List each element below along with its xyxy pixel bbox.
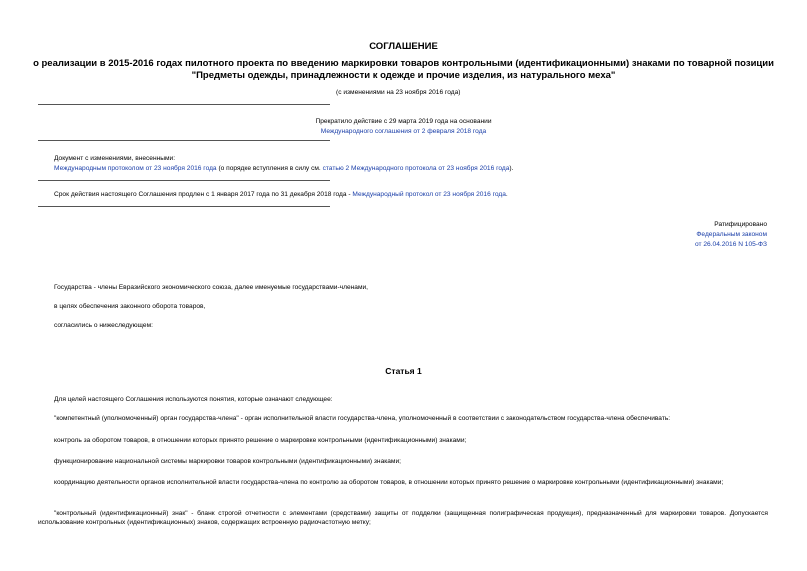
extension-line: Срок действия настоящего Соглашения продлен с 1 января 2017 года по 31 декабря 2018 года - Международный протокол от 23 ноября 2016 года. [54,191,508,198]
termination-link[interactable]: Международного соглашения от 2 февраля 2018 года [320,128,487,135]
definition-item-control: контроль за оборотом товаров, в отношении которых принято решение о маркировке контрольными (идентификационными) знаками; [54,437,467,444]
separator-line [38,180,330,181]
preamble-paragraph-3: согласились о нижеследующем: [54,322,153,329]
revision-note: (с изменениями на 23 ноября 2016 года) [336,89,461,96]
separator-line [38,206,330,207]
definition-item-coordination: координацию деятельности органов исполнительной власти государства-члена по контролю за оборотом товаров, в отношении которых принято решение о маркировке контрольными (идентификационными) знаками; [54,479,724,486]
amendment-article-link[interactable]: статью 2 Международного протокола от 23 ноября 2016 года [322,165,510,172]
definition-item-system: функционирование национальной системы маркировки товаров контрольными (идентификационными) знаками; [54,458,401,465]
ratification-law-link[interactable]: Федеральным законом [696,231,767,238]
separator-line [38,140,330,141]
amendments-end-text: ). [509,165,514,172]
document-subtitle-line-1: о реализации в 2015-2016 годах пилотного проекта по введению маркировки товаров контрольными (идентификационными) знаками по товарной позиции [33,58,774,69]
extension-protocol-link[interactable]: Международный протокол от 23 ноября 2016 года [352,191,506,198]
preamble-paragraph-1: Государства - члены Евразийского экономического союза, далее именуемые государствами-членами, [54,284,368,291]
article-heading: Статья 1 [385,366,422,376]
preamble-paragraph-2: в целях обеспечения законного оборота товаров, [54,303,206,310]
document-subtitle-line-2: "Предметы одежды, принадлежности к одежде и прочие изделия, из натурального меха" [191,70,616,81]
amendment-protocol-link[interactable]: Международным протоколом от 23 ноября 2016 года [54,165,217,172]
definition-identification-mark: "контрольный (идентификационный) знак" - бланк строгой отчетности с элементами (средствами) защиты от подделки (защищенная полиграфическая продукция), предназначенный для маркировки товаров. Допускается использование контрольных (идентификационных) знаков, содержащих встроенную радиочастотную метку; [38,510,768,526]
document-title: СОГЛАШЕНИЕ [369,41,438,52]
amendments-line [54,165,513,172]
amendments-mid-text: (о порядке вступления в силу см. [216,165,323,172]
extension-text: Срок действия настоящего Соглашения продлен с 1 января 2017 года по 31 декабря 2018 года - [54,191,353,198]
article-intro: Для целей настоящего Соглашения используются понятия, которые означают следующее: [54,396,333,403]
termination-text: Прекратило действие с 29 марта 2019 года на основании [315,118,492,125]
definition-competent-authority: "компетентный (уполномоченный) орган государства-члена" - орган исполнительной власти государства-члена, уполномоченный в соответствии с законодательством государства-члена обеспечивать: [54,415,671,422]
ratification-date-link[interactable]: от 26.04.2016 N 105-ФЗ [695,241,767,248]
ratification-label: Ратифицировано [714,221,767,228]
amendments-label: Документ с изменениями, внесенными: [54,155,176,162]
separator-line [38,104,330,105]
